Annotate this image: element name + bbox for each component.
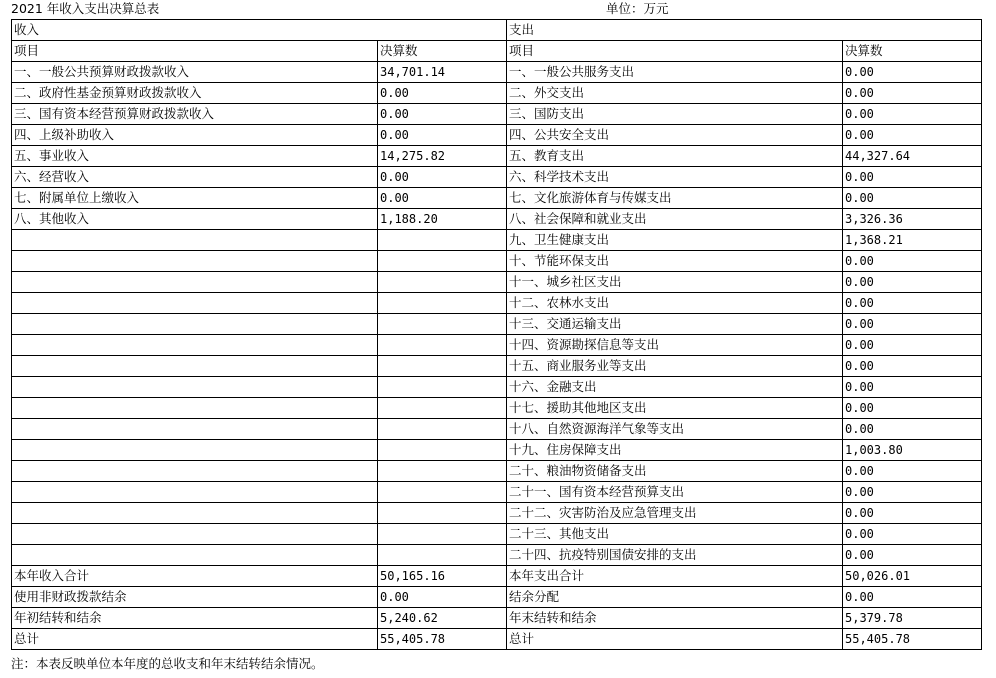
table-row (12, 482, 982, 503)
expense-amount-cell: 0.00 (843, 62, 982, 83)
expense-amount-cell: 0.00 (843, 356, 982, 377)
expense-amount-cell: 0.00 (843, 188, 982, 209)
income-amount-cell: 0.00 (378, 167, 507, 188)
income-item-cell: 本年收入合计 (12, 566, 378, 587)
expense-amount-cell: 3,326.36 (843, 209, 982, 230)
table-row (12, 104, 982, 125)
expense-amount-cell: 0.00 (843, 398, 982, 419)
income-item-cell (12, 419, 378, 440)
income-item-cell (12, 293, 378, 314)
income-amount-cell: 0.00 (378, 587, 507, 608)
expense-amount-cell: 44,327.64 (843, 146, 982, 167)
expense-amount-cell: 0.00 (843, 503, 982, 524)
expense-item-cell: 四、公共安全支出 (507, 125, 843, 146)
table-row (12, 272, 982, 293)
expense-amount-cell: 0.00 (843, 419, 982, 440)
table-row (12, 83, 982, 104)
income-amount-cell: 50,165.16 (378, 566, 507, 587)
expense-item-cell: 十二、农林水支出 (507, 293, 843, 314)
expense-item-cell: 二十一、国有资本经营预算支出 (507, 482, 843, 503)
expense-item-cell: 一、一般公共服务支出 (507, 62, 843, 83)
income-item-cell: 六、经营收入 (12, 167, 378, 188)
income-amount-cell (378, 482, 507, 503)
income-amount-cell (378, 503, 507, 524)
expense-item-cell: 总计 (507, 629, 843, 650)
income-amount-cell (378, 314, 507, 335)
expense-amount-cell: 0.00 (843, 104, 982, 125)
expense-amount-cell: 0.00 (843, 545, 982, 566)
income-amount-header: 决算数 (378, 41, 507, 62)
expense-item-cell: 本年支出合计 (507, 566, 843, 587)
income-amount-cell (378, 461, 507, 482)
income-item-cell: 年初结转和结余 (12, 608, 378, 629)
income-item-cell: 四、上级补助收入 (12, 125, 378, 146)
expense-item-cell: 十、节能环保支出 (507, 251, 843, 272)
income-item-cell: 八、其他收入 (12, 209, 378, 230)
income-amount-cell: 55,405.78 (378, 629, 507, 650)
expense-amount-cell: 0.00 (843, 314, 982, 335)
expense-item-cell: 三、国防支出 (507, 104, 843, 125)
table-row (12, 419, 982, 440)
income-amount-cell (378, 335, 507, 356)
income-item-cell (12, 461, 378, 482)
income-amount-cell (378, 440, 507, 461)
expense-amount-cell: 1,368.21 (843, 230, 982, 251)
income-item-cell: 三、国有资本经营预算财政拨款收入 (12, 104, 378, 125)
expense-amount-cell: 0.00 (843, 167, 982, 188)
income-amount-cell (378, 398, 507, 419)
income-amount-cell: 0.00 (378, 125, 507, 146)
income-amount-cell (378, 293, 507, 314)
expense-item-cell: 九、卫生健康支出 (507, 230, 843, 251)
expense-item-cell: 十九、住房保障支出 (507, 440, 843, 461)
expense-item-cell: 二十三、其他支出 (507, 524, 843, 545)
income-item-cell (12, 482, 378, 503)
expense-item-cell: 二十二、灾害防治及应急管理支出 (507, 503, 843, 524)
table-row (12, 314, 982, 335)
income-item-cell (12, 356, 378, 377)
income-amount-cell (378, 377, 507, 398)
table-row (12, 251, 982, 272)
expense-item-cell: 十三、交通运输支出 (507, 314, 843, 335)
income-amount-cell: 34,701.14 (378, 62, 507, 83)
table-row (12, 524, 982, 545)
income-amount-cell: 0.00 (378, 104, 507, 125)
unit-label: 单位：万元 (606, 1, 669, 16)
expense-item-cell: 七、文化旅游体育与传媒支出 (507, 188, 843, 209)
expense-item-cell: 六、科学技术支出 (507, 167, 843, 188)
expense-amount-cell: 0.00 (843, 524, 982, 545)
expense-amount-cell: 0.00 (843, 335, 982, 356)
income-item-cell (12, 272, 378, 293)
income-item-cell (12, 314, 378, 335)
expense-amount-cell: 0.00 (843, 251, 982, 272)
income-item-cell (12, 377, 378, 398)
table-row (12, 356, 982, 377)
expense-amount-cell: 50,026.01 (843, 566, 982, 587)
income-item-header: 项目 (12, 41, 378, 62)
report-title: 2021 年收入支出决算总表 (11, 1, 160, 16)
income-amount-cell (378, 356, 507, 377)
expense-amount-header: 决算数 (843, 41, 982, 62)
income-amount-cell: 5,240.62 (378, 608, 507, 629)
expense-section-header: 支出 (507, 20, 982, 41)
income-item-cell: 使用非财政拨款结余 (12, 587, 378, 608)
expense-amount-cell: 1,003.80 (843, 440, 982, 461)
expense-item-cell: 十一、城乡社区支出 (507, 272, 843, 293)
expense-item-cell: 八、社会保障和就业支出 (507, 209, 843, 230)
section-header-row (12, 20, 982, 41)
table-row (12, 440, 982, 461)
expense-item-cell: 十八、自然资源海洋气象等支出 (507, 419, 843, 440)
expense-item-header: 项目 (507, 41, 843, 62)
table-row (12, 230, 982, 251)
income-amount-cell: 0.00 (378, 188, 507, 209)
income-item-cell (12, 335, 378, 356)
income-amount-cell: 14,275.82 (378, 146, 507, 167)
expense-amount-cell: 0.00 (843, 83, 982, 104)
expense-item-cell: 十五、商业服务业等支出 (507, 356, 843, 377)
table-row (12, 209, 982, 230)
income-amount-cell (378, 230, 507, 251)
income-item-cell: 二、政府性基金预算财政拨款收入 (12, 83, 378, 104)
expense-item-cell: 十六、金融支出 (507, 377, 843, 398)
income-expense-table (11, 19, 982, 650)
expense-amount-cell: 0.00 (843, 377, 982, 398)
table-row (12, 293, 982, 314)
expense-item-cell: 十四、资源勘探信息等支出 (507, 335, 843, 356)
table-row (12, 62, 982, 83)
table-row (12, 608, 982, 629)
income-item-cell: 七、附属单位上缴收入 (12, 188, 378, 209)
table-row (12, 566, 982, 587)
income-amount-cell: 0.00 (378, 83, 507, 104)
expense-item-cell: 结余分配 (507, 587, 843, 608)
income-item-cell (12, 398, 378, 419)
expense-item-cell: 五、教育支出 (507, 146, 843, 167)
income-item-cell (12, 230, 378, 251)
expense-item-cell: 年末结转和结余 (507, 608, 843, 629)
footnote: 注：本表反映单位本年度的总收支和年末结转结余情况。 (11, 656, 324, 671)
expense-item-cell: 二十四、抗疫特别国债安排的支出 (507, 545, 843, 566)
expense-item-cell: 二十、粮油物资储备支出 (507, 461, 843, 482)
income-amount-cell: 1,188.20 (378, 209, 507, 230)
table-row (12, 146, 982, 167)
income-item-cell (12, 503, 378, 524)
column-header-row (12, 41, 982, 62)
expense-item-cell: 十七、援助其他地区支出 (507, 398, 843, 419)
table-row (12, 629, 982, 650)
income-amount-cell (378, 419, 507, 440)
table-row (12, 377, 982, 398)
table-row (12, 587, 982, 608)
expense-amount-cell: 0.00 (843, 293, 982, 314)
expense-item-cell: 二、外交支出 (507, 83, 843, 104)
income-item-cell (12, 545, 378, 566)
income-item-cell: 一、一般公共预算财政拨款收入 (12, 62, 378, 83)
table-row (12, 188, 982, 209)
table-row (12, 461, 982, 482)
table-row (12, 125, 982, 146)
table-row (12, 545, 982, 566)
expense-amount-cell: 0.00 (843, 272, 982, 293)
expense-amount-cell: 0.00 (843, 125, 982, 146)
table-row (12, 398, 982, 419)
income-item-cell (12, 251, 378, 272)
income-amount-cell (378, 545, 507, 566)
income-item-cell: 五、事业收入 (12, 146, 378, 167)
expense-amount-cell: 0.00 (843, 587, 982, 608)
income-section-header: 收入 (12, 20, 507, 41)
expense-amount-cell: 0.00 (843, 482, 982, 503)
income-item-cell (12, 524, 378, 545)
expense-amount-cell: 0.00 (843, 461, 982, 482)
table-row (12, 335, 982, 356)
income-item-cell: 总计 (12, 629, 378, 650)
expense-amount-cell: 5,379.78 (843, 608, 982, 629)
income-item-cell (12, 440, 378, 461)
table-row (12, 167, 982, 188)
expense-amount-cell: 55,405.78 (843, 629, 982, 650)
table-row (12, 503, 982, 524)
income-amount-cell (378, 524, 507, 545)
income-amount-cell (378, 251, 507, 272)
income-amount-cell (378, 272, 507, 293)
